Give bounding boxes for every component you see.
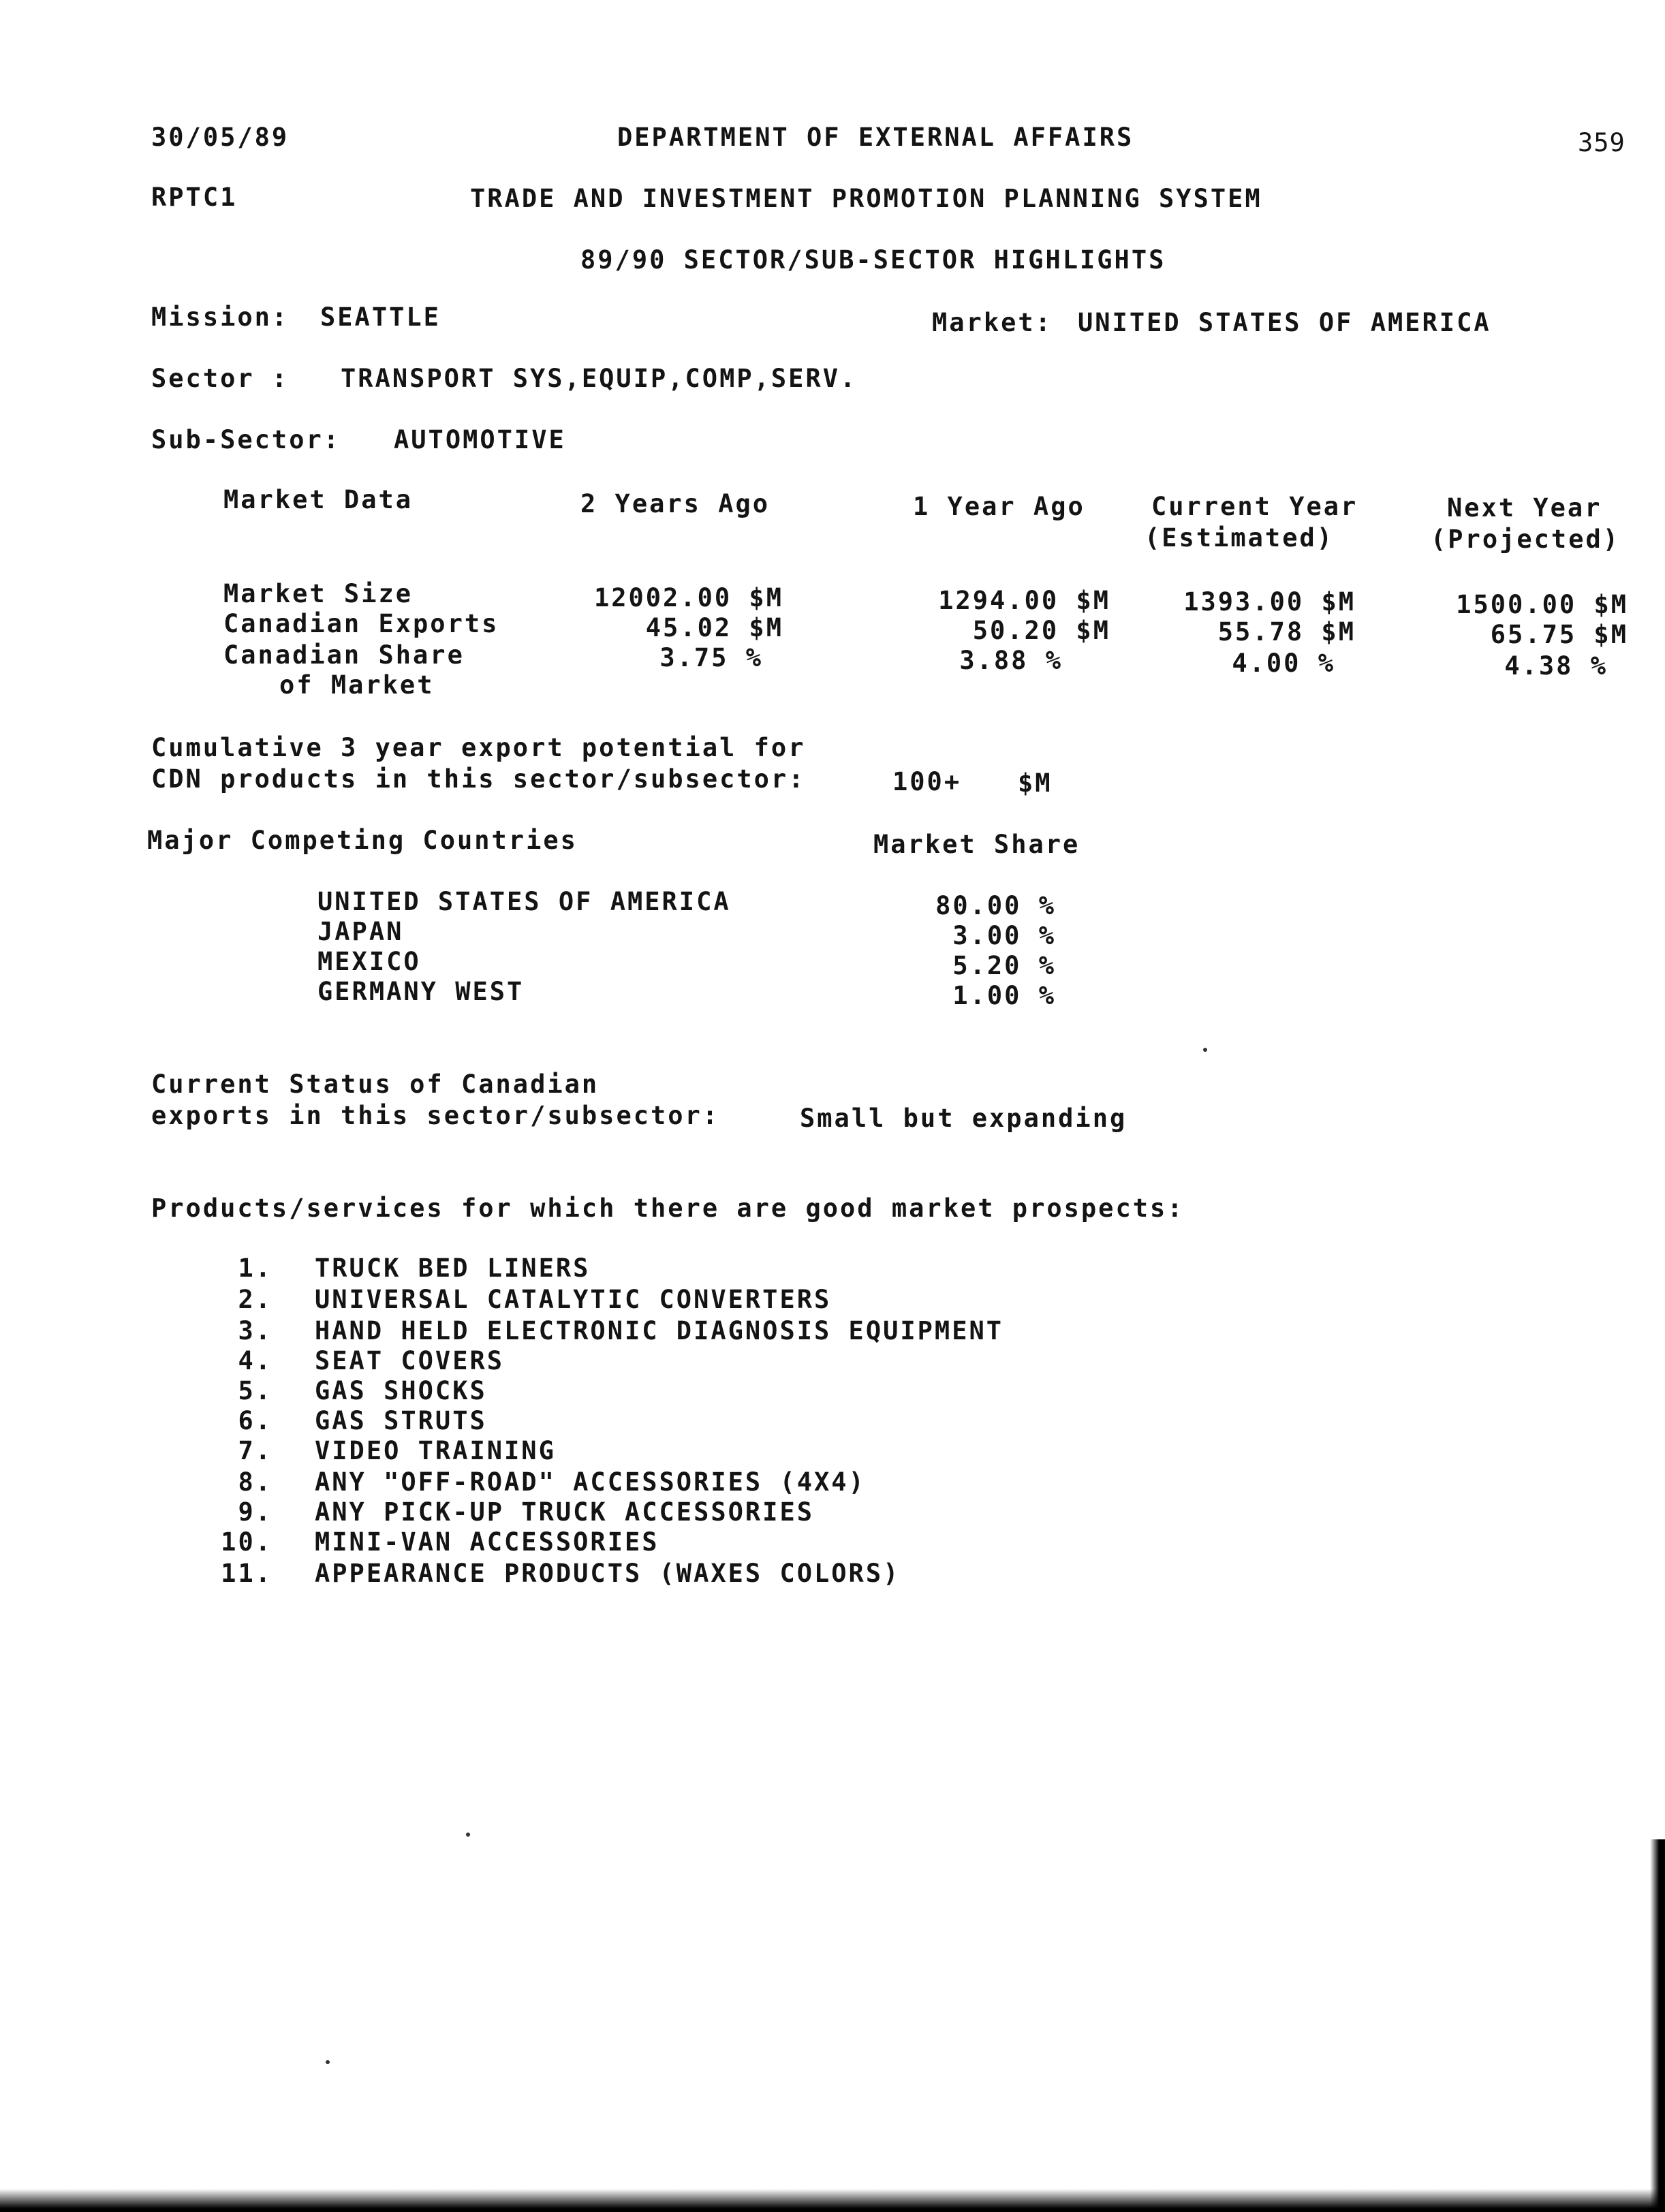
potential-unit: $M: [1018, 768, 1053, 798]
competitor-share: 1.00 %: [952, 981, 1056, 1010]
list-item-number: 3.: [238, 1316, 273, 1345]
competitor-share: 3.00 %: [952, 921, 1056, 950]
system-title: TRADE AND INVESTMENT PROMOTION PLANNING SYSTEM: [470, 184, 1262, 213]
list-item-text: SEAT COVERS: [315, 1346, 505, 1375]
competitor-country: MEXICO: [317, 947, 421, 976]
scan-bottom-shadow: [0, 2189, 1665, 2212]
list-item-number: 5.: [238, 1376, 273, 1405]
competitor-country: GERMANY WEST: [317, 977, 525, 1006]
list-item-text: UNIVERSAL CATALYTIC CONVERTERS: [315, 1285, 832, 1314]
table-header-1-year-ago: 1 Year Ago: [913, 492, 1085, 521]
list-item-number: 1.: [238, 1253, 273, 1283]
sector-label: Sector :: [151, 364, 290, 393]
competitor-share: 5.20 %: [952, 951, 1056, 980]
page-number: 359: [1578, 128, 1625, 157]
table-header-2-years-ago: 2 Years Ago: [580, 489, 771, 518]
table-header-projected: (Projected): [1431, 525, 1621, 554]
list-item-text: VIDEO TRAINING: [315, 1436, 556, 1465]
department-name: DEPARTMENT OF EXTERNAL AFFAIRS: [617, 123, 1134, 152]
status-line2: exports in this sector/subsector:: [151, 1101, 720, 1130]
list-item-number: 2.: [238, 1285, 273, 1314]
cell-next-year: 4.38 %: [1504, 651, 1608, 681]
competitor-country: JAPAN: [317, 917, 404, 946]
table-header-current-year: Current Year: [1151, 492, 1358, 521]
mission-label: Mission:: [151, 302, 290, 332]
products-heading: Products/services for which there are good market prospects:: [151, 1194, 1185, 1223]
cell-next-year: 1500.00 $M: [1456, 590, 1628, 619]
cell-1-year-ago: 3.88 %: [959, 646, 1063, 675]
status-value: Small but expanding: [800, 1104, 1127, 1133]
list-item-text: ANY "OFF-ROAD" ACCESSORIES (4X4): [315, 1467, 866, 1497]
list-item-number: 8.: [238, 1467, 273, 1497]
mission-value: SEATTLE: [320, 302, 441, 332]
cell-next-year: 65.75 $M: [1490, 620, 1628, 649]
competitor-share: 80.00 %: [935, 891, 1056, 920]
row-label: Market Size: [223, 579, 414, 608]
scan-speck: [326, 2060, 330, 2064]
list-item-text: GAS SHOCKS: [315, 1376, 487, 1405]
sector-value: TRANSPORT SYS,EQUIP,COMP,SERV.: [341, 364, 858, 393]
scan-speck: [1203, 1048, 1207, 1052]
list-item-text: HAND HELD ELECTRONIC DIAGNOSIS EQUIPMENT: [315, 1316, 1004, 1345]
sub-sector-label: Sub-Sector:: [151, 425, 341, 454]
potential-line2: CDN products in this sector/subsector:: [151, 764, 806, 794]
cell-2-years-ago: 45.02 $M: [645, 613, 783, 642]
table-header-next-year: Next Year: [1447, 493, 1602, 523]
row-label-line2: of Market: [279, 670, 435, 700]
list-item-number: 4.: [238, 1346, 273, 1375]
list-item-number: 10.: [221, 1527, 273, 1557]
list-item-text: MINI-VAN ACCESSORIES: [315, 1527, 659, 1557]
competitors-heading: Major Competing Countries: [147, 826, 578, 855]
list-item-number: 9.: [238, 1497, 273, 1527]
potential-line1: Cumulative 3 year export potential for: [151, 733, 806, 762]
potential-value: 100+: [892, 767, 962, 796]
scan-edge-shadow: [1650, 1839, 1665, 2212]
competitor-country: UNITED STATES OF AMERICA: [317, 887, 731, 916]
list-item-text: APPEARANCE PRODUCTS (WAXES COLORS): [315, 1559, 901, 1588]
status-line1: Current Status of Canadian: [151, 1070, 600, 1099]
list-item-number: 11.: [221, 1559, 273, 1588]
list-item-number: 7.: [238, 1436, 273, 1465]
report-code: RPTC1: [151, 183, 238, 212]
report-date: 30/05/89: [151, 123, 290, 152]
table-header-estimated: (Estimated): [1145, 523, 1335, 552]
sub-sector-value: AUTOMOTIVE: [394, 425, 566, 454]
row-label: Canadian Share: [223, 640, 465, 670]
cell-2-years-ago: 12002.00 $M: [593, 583, 783, 612]
cell-1-year-ago: 50.20 $M: [972, 616, 1110, 645]
list-item-text: TRUCK BED LINERS: [315, 1253, 591, 1283]
row-label: Canadian Exports: [223, 609, 499, 638]
market-share-heading: Market Share: [873, 830, 1080, 859]
cell-current-year: 4.00 %: [1232, 649, 1335, 678]
table-header-label: Market Data: [223, 485, 414, 514]
cell-current-year: 1393.00 $M: [1183, 587, 1356, 617]
market-value: UNITED STATES OF AMERICA: [1078, 308, 1491, 337]
list-item-number: 6.: [238, 1406, 273, 1435]
cell-2-years-ago: 3.75 %: [659, 643, 763, 672]
list-item-text: ANY PICK-UP TRUCK ACCESSORIES: [315, 1497, 815, 1527]
list-item-text: GAS STRUTS: [315, 1406, 487, 1435]
cell-1-year-ago: 1294.00 $M: [938, 586, 1110, 615]
cell-current-year: 55.78 $M: [1217, 617, 1356, 647]
report-title: 89/90 SECTOR/SUB-SECTOR HIGHLIGHTS: [580, 245, 1166, 275]
market-label: Market:: [932, 308, 1053, 337]
scan-speck: [466, 1833, 470, 1837]
